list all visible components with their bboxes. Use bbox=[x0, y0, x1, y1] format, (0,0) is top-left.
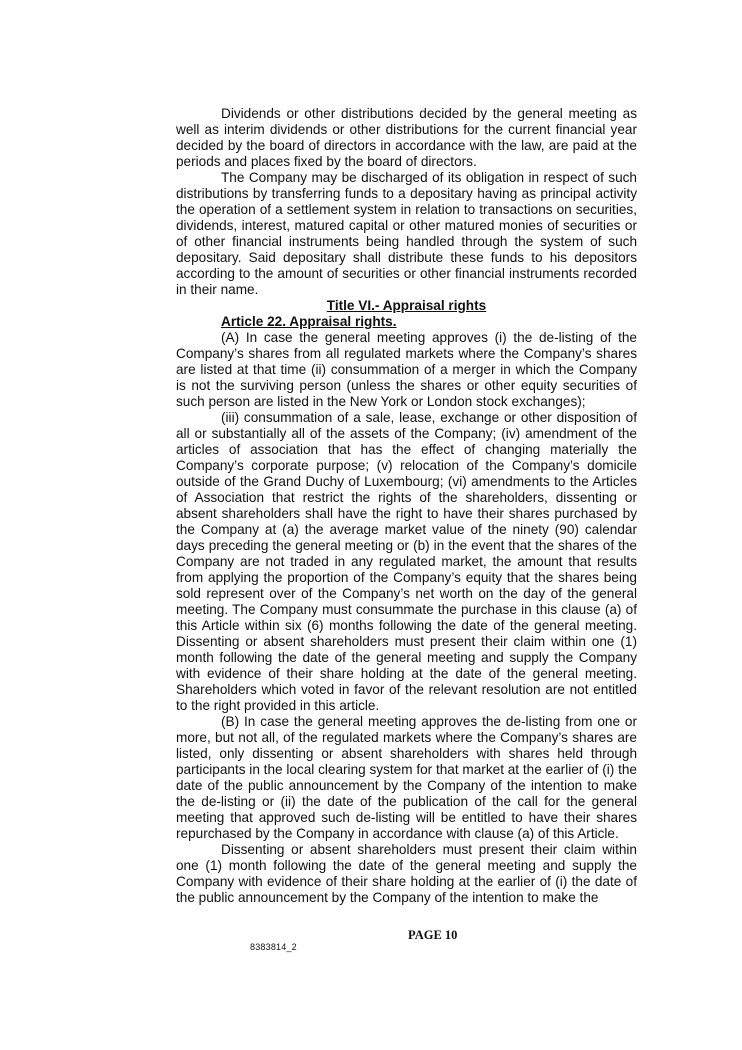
paragraph-clause-a: (A) In case the general meeting approves (i) the de-listing of the Company’s shares from all regulated markets where the Company’s shares are listed at that time (ii) consummation of a merger in which the Company is not the surviving person (unless the shares or other equity securities of such person are listed in the New York or London stock exchanges); bbox=[176, 330, 637, 409]
paragraph-clause-b: (B) In case the general meeting approves the de-listing from one or more, but not all, of the regulated markets where the Company’s shares are listed, only dissenting or absent shareholders with shares held through participants in the local clearing system for that market at the earlier of (i) the date of the public announcement by the Company of the intention to make the de-listing or (ii) the date of the publication of the call for the general meeting that approved such de-listing will be entitled to have their shares repurchased by the Company in accordance with clause (a) of this Article. bbox=[176, 714, 637, 841]
title-heading: Title VI.- Appraisal rights bbox=[326, 298, 487, 313]
document-body bbox=[176, 106, 637, 906]
article-heading: Article 22. Appraisal rights. bbox=[221, 314, 397, 329]
paragraph-dividends: Dividends or other distributions decided by the general meeting as well as interim dividends or other distributions for the current financial year decided by the board of directors in accordance with the law, are paid at the periods and places fixed by the board of directors. bbox=[176, 106, 637, 169]
document-id: 8383814_2 bbox=[250, 942, 297, 952]
paragraph-depositary: The Company may be discharged of its obligation in respect of such distributions by transferring funds to a depositary having as principal activity the operation of a settlement system in relation to transactions on securities, dividends, interest, matured capital or other matured monies of securities or of other financial instruments being handled through the system of such depositary. Said depositary shall distribute these funds to his depositors according to the amount of securities or other financial instruments recorded in their name. bbox=[176, 170, 637, 297]
page-number: PAGE 10 bbox=[408, 928, 458, 942]
paragraph-clause-iii: (iii) consummation of a sale, lease, exchange or other disposition of all or substantially all of the assets of the Company; (iv) amendment of the articles of association that has the effect of changing materially the Company’s corporate purpose; (v) relocation of the Company’s domicile outside of the Grand Duchy of Luxembourg; (vi) amendments to the Articles of Association that restrict the rights of the shareholders, dissenting or absent shareholders shall have the right to have their shares purchased by the Company at (a) the average market value of the ninety (90) calendar days preceding the general meeting or (b) in the event that the shares of the Company are not traded in any regulated market, the amount that results from applying the proportion of the Company’s equity that the shares being sold represent over of the Company’s net worth on the day of the general meeting. The Company must consummate the purchase in this clause (a) of this Article within six (6) months following the date of the general meeting. Dissenting or absent shareholders must present their claim within one (1) month following the date of the general meeting and supply the Company with evidence of their share holding at the date of the general meeting. Shareholders which voted in favor of the relevant resolution are not entitled to the right provided in this article. bbox=[176, 410, 637, 713]
paragraph-dissenting: Dissenting or absent shareholders must present their claim within one (1) month following the date of the general meeting and supply the Company with evidence of their share holding at the earlier of (i) the date of the public announcement by the Company of the intention to make the bbox=[176, 842, 637, 905]
